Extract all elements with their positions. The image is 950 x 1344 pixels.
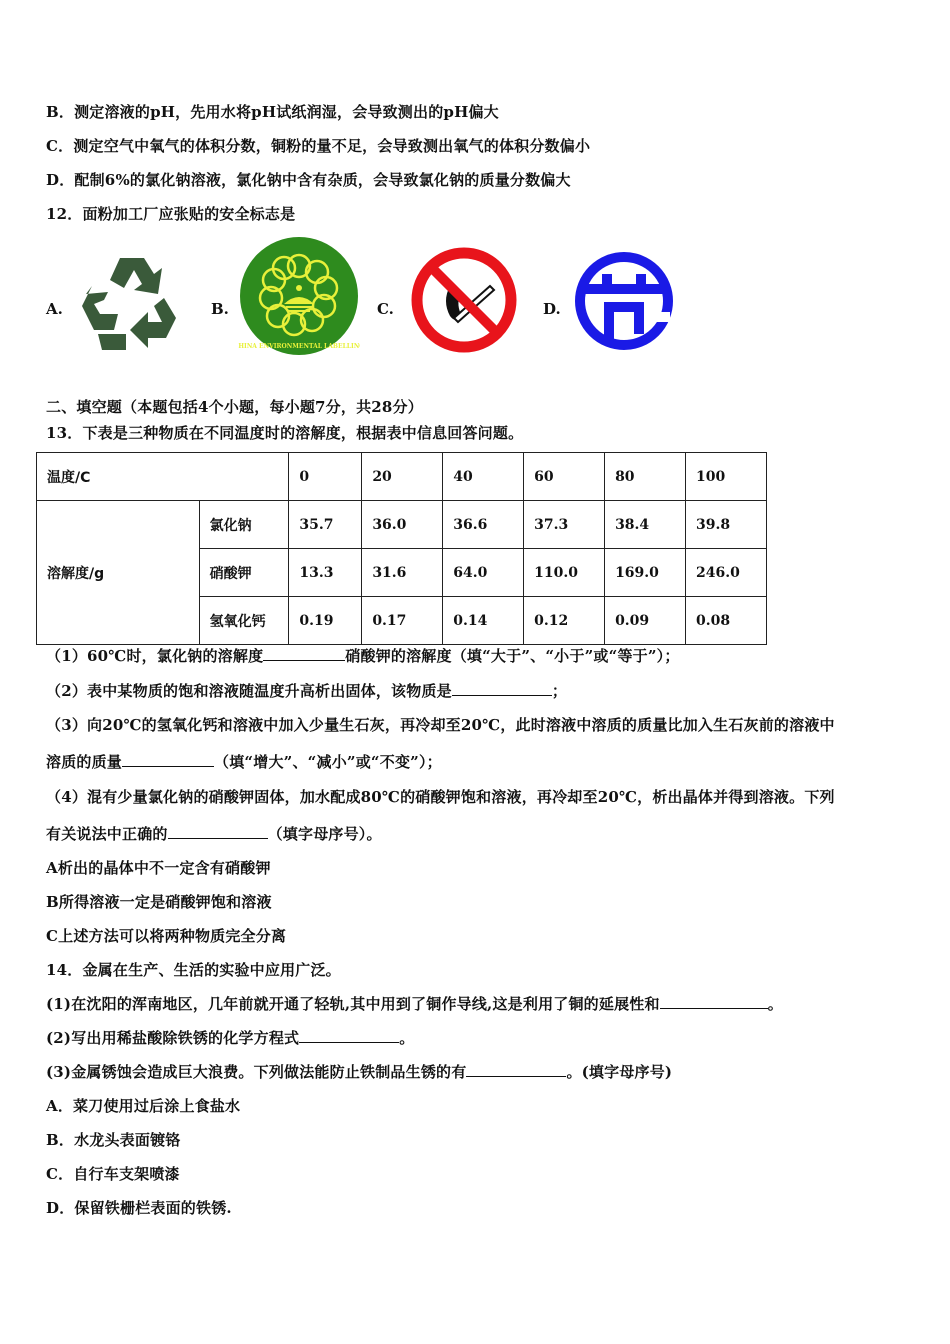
answer-blank[interactable]: [299, 1028, 399, 1043]
q13-sub1-text: （1）60℃时，氯化钠的溶解度: [46, 647, 264, 665]
q13-sub3-line1: （3）向20℃的氢氧化钙和溶液中加入少量生石灰，再冷却至20℃，此时溶液中溶质的质量比加入生石灰前的溶液中: [46, 716, 835, 734]
temp-cell: 20: [362, 453, 443, 501]
q12-option-b-label: B.: [211, 300, 229, 318]
q14-choice-a: A．菜刀使用过后涂上食盐水: [46, 1097, 241, 1115]
value-cell: 0.08: [686, 597, 767, 645]
value-cell: 36.6: [443, 501, 524, 549]
solubility-table: [36, 452, 767, 645]
answer-blank[interactable]: [466, 1062, 566, 1077]
temp-cell: 60: [524, 453, 605, 501]
answer-blank[interactable]: [168, 824, 268, 839]
value-cell: 246.0: [686, 549, 767, 597]
section-heading: 二、填空题（本题包括4个小题，每小题7分，共28分）: [46, 398, 423, 416]
q13-choice-c: C上述方法可以将两种物质完全分离: [46, 927, 287, 945]
q14-choice-d: D．保留铁栅栏表面的铁锈.: [46, 1199, 232, 1217]
value-cell: 35.7: [289, 501, 362, 549]
answer-blank[interactable]: [263, 646, 345, 661]
q14-sub2-text-end: 。: [399, 1029, 415, 1047]
q11-option-c: C．测定空气中氧气的体积分数，铜粉的量不足，会导致测出氧气的体积分数偏小: [46, 137, 591, 155]
q13-sub4-text-end: （填字母序号）。: [267, 825, 382, 843]
q14-sub1-text-end: 。: [767, 995, 783, 1013]
value-cell: 0.19: [289, 597, 362, 645]
china-environmental-label-icon: [238, 236, 360, 356]
value-cell: 13.3: [289, 549, 362, 597]
q14-sub2: [46, 1028, 414, 1048]
value-cell: 31.6: [362, 549, 443, 597]
q13-sub4-line2: [46, 824, 382, 844]
answer-blank[interactable]: [122, 752, 214, 767]
temp-cell: 80: [605, 453, 686, 501]
q14-sub3: [46, 1062, 672, 1082]
substance-name: 硝酸钾: [199, 549, 289, 597]
answer-blank[interactable]: [660, 994, 768, 1009]
q12-option-d-label: D.: [543, 300, 561, 318]
value-cell: 36.0: [362, 501, 443, 549]
temp-cell: 100: [686, 453, 767, 501]
q13-sub2-text-end: ；: [551, 682, 568, 700]
q13-choice-b: B所得溶液一定是硝酸钾饱和溶液: [46, 893, 272, 911]
q14-sub1: [46, 994, 783, 1014]
svg-text:CHINA ENVIRONMENTAL LABELLING: CHINA ENVIRONMENTAL LABELLING: [238, 343, 360, 350]
q13-sub3-line2: [46, 752, 442, 772]
q13-choice-a: A析出的晶体中不一定含有硝酸钾: [46, 859, 271, 877]
q12-option-c-label: C.: [377, 300, 394, 318]
recycling-icon: [78, 250, 186, 354]
q13-sub3-text: 溶质的质量: [46, 753, 123, 771]
q13-sub4-line1: （4）混有少量氯化钠的硝酸钾固体，加水配成80℃的硝酸钾饱和溶液，再冷却至20℃，析出晶体并得到溶液。下列: [46, 788, 835, 806]
q14-sub1-text: (1)在沈阳的浑南地区，几年前就开通了轻轨,其中用到了铜作导线,这是利用了铜的延展性和: [46, 995, 660, 1013]
q13-sub2-text: （2）表中某物质的饱和溶液随温度升高析出固体，该物质是: [46, 682, 452, 700]
q14-sub2-text: (2)写出用稀盐酸除铁锈的化学方程式: [46, 1029, 300, 1047]
temp-cell: 0: [289, 453, 362, 501]
q14-stem: 14．金属在生产、生活的实验中应用广泛。: [46, 961, 341, 979]
blue-circle-logo-icon: [574, 250, 674, 352]
value-cell: 110.0: [524, 549, 605, 597]
q11-option-b: B．测定溶液的pH，先用水将pH试纸润湿，会导致测出的pH偏大: [46, 103, 499, 121]
q14-sub3-text-end: 。(填字母序号): [566, 1063, 673, 1081]
answer-blank[interactable]: [452, 681, 552, 696]
value-cell: 0.12: [524, 597, 605, 645]
temp-cell: 40: [443, 453, 524, 501]
q14-choice-b: B．水龙头表面镀铬: [46, 1131, 181, 1149]
q13-sub2: [46, 681, 567, 701]
value-cell: 38.4: [605, 501, 686, 549]
table-header-row: [37, 453, 767, 501]
q12-stem: 12．面粉加工厂应张贴的安全标志是: [46, 205, 296, 223]
q13-sub1: [46, 646, 680, 666]
value-cell: 39.8: [686, 501, 767, 549]
q13-stem: 13．下表是三种物质在不同温度时的溶解度，根据表中信息回答问题。: [46, 424, 524, 442]
value-cell: 0.14: [443, 597, 524, 645]
no-open-flame-icon: [410, 246, 518, 354]
q13-sub1-text-end: 硝酸钾的溶解度（填“大于”、“小于”或“等于”）；: [345, 647, 680, 665]
q11-option-d: D．配制6%的氯化钠溶液，氯化钠中含有杂质，会导致氯化钠的质量分数偏大: [46, 171, 571, 189]
q13-sub3-text-end: （填“增大”、“减小”或“不变”）；: [214, 753, 442, 771]
value-cell: 64.0: [443, 549, 524, 597]
value-cell: 37.3: [524, 501, 605, 549]
q14-sub3-text: (3)金属锈蚀会造成巨大浪费。下列做法能防止铁制品生锈的有: [46, 1063, 467, 1081]
value-cell: 0.09: [605, 597, 686, 645]
substance-name: 氢氧化钙: [199, 597, 289, 645]
q13-sub4-text: 有关说法中正确的: [46, 825, 168, 843]
substance-name: 氯化钠: [199, 501, 289, 549]
value-cell: 0.17: [362, 597, 443, 645]
q12-option-a-label: A.: [46, 300, 63, 318]
temperature-header: 温度/C: [37, 453, 289, 501]
q14-choice-c: C．自行车支架喷漆: [46, 1165, 180, 1183]
value-cell: 169.0: [605, 549, 686, 597]
solubility-group-label: 溶解度/g: [37, 501, 200, 645]
table-row: [37, 501, 767, 549]
